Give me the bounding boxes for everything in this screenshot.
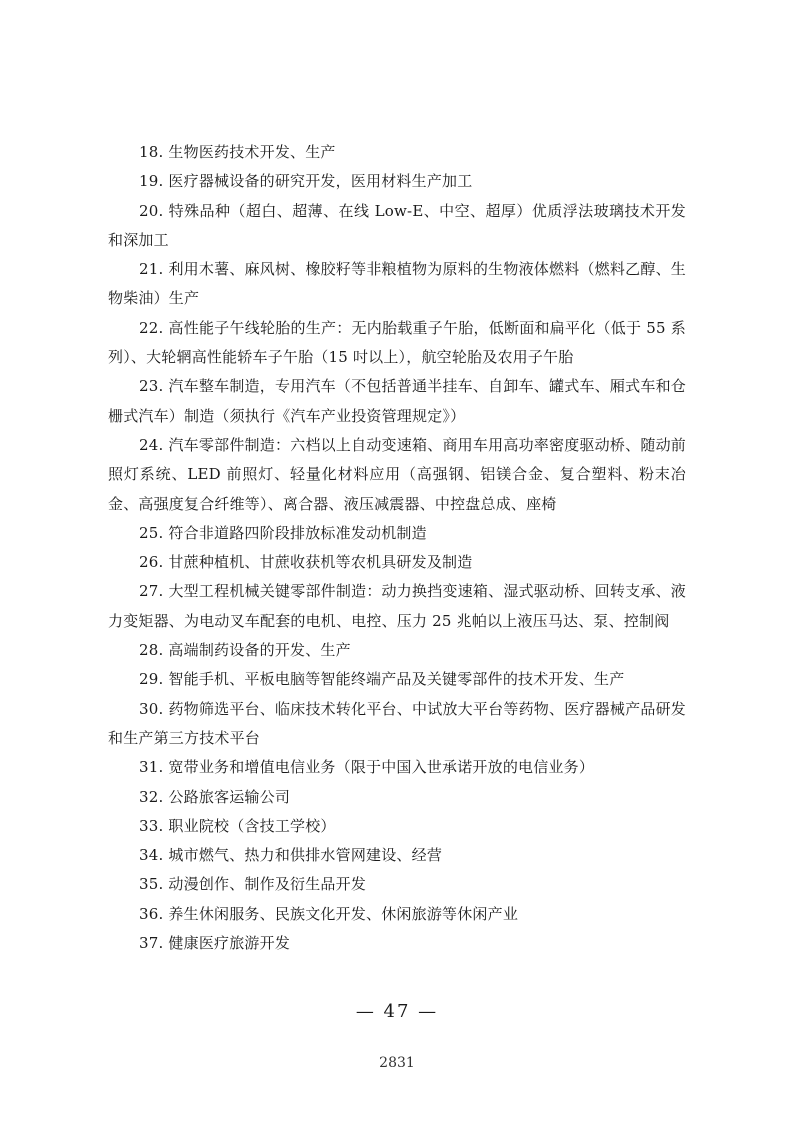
list-item: 34. 城市燃气、热力和供排水管网建设、经营 [139,846,443,865]
document-number: 2831 [379,1055,415,1071]
list-item: 20. 特殊品种（超白、超薄、在线 Low-E、中空、超厚）优质浮法玻璃技术开发和深加工 [108,201,686,249]
list-item: 35. 动漫创作、制作及衍生品开发 [139,875,367,894]
page-number: — 47 — [355,1001,439,1022]
list-item: 31. 宽带业务和增值电信业务（限于中国入世承诺开放的电信业务） [139,758,595,777]
list-item: 22. 高性能子午线轮胎的生产：无内胎载重子午胎，低断面和扁平化（低于 55 系列）、大轮辋高性能轿车子午胎（15 吋以上），航空轮胎及农用子午胎 [108,318,686,367]
document-body [108,138,686,958]
list-item: 19. 医疗器械设备的研究开发，医用材料生产加工 [139,172,473,191]
list-item: 28. 高端制药设备的开发、生产 [139,641,351,660]
list-item: 25. 符合非道路四阶段排放标准发动机制造 [139,523,427,542]
list-item: 24. 汽车零部件制造：六档以上自动变速箱、商用车用高功率密度驱动桥、随动前照灯系统、LED 前照灯、轻量化材料应用（高强钢、铝镁合金、复合塑料、粉末冶金、高强度复合纤维等）、离合器、液压减震器、中控盘总成、座椅 [108,435,686,513]
list-item: 21. 利用木薯、麻风树、橡胶籽等非粮植物为原料的生物液体燃料（燃料乙醇、生物柴油）生产 [108,260,686,308]
list-item: 27. 大型工程机械关键零部件制造：动力换挡变速箱、湿式驱动桥、回转支承、液力变矩器、为电动叉车配套的电机、电控、压力 25 兆帕以上液压马达、泵、控制阀 [108,582,686,630]
list-item: 37. 健康医疗旅游开发 [139,934,291,953]
list-item: 32. 公路旅客运输公司 [139,787,291,806]
list-item: 18. 生物医药技术开发、生产 [139,143,336,161]
list-item: 23. 汽车整车制造，专用汽车（不包括普通半挂车、自卸车、罐式车、厢式车和仓栅式汽车）制造（须执行《汽车产业投资管理规定》） [108,377,686,425]
list-item: 30. 药物筛选平台、临床技术转化平台、中试放大平台等药物、医疗器械产品研发和生产第三方技术平台 [108,699,686,747]
list-item: 26. 甘蔗种植机、甘蔗收获机等农机具研发及制造 [139,553,473,572]
list-item: 29. 智能手机、平板电脑等智能终端产品及关键零部件的技术开发、生产 [139,670,625,689]
list-item: 33. 职业院校（含技工学校） [139,816,336,835]
list-item: 36. 养生休闲服务、民族文化开发、休闲旅游等休闲产业 [139,904,519,923]
